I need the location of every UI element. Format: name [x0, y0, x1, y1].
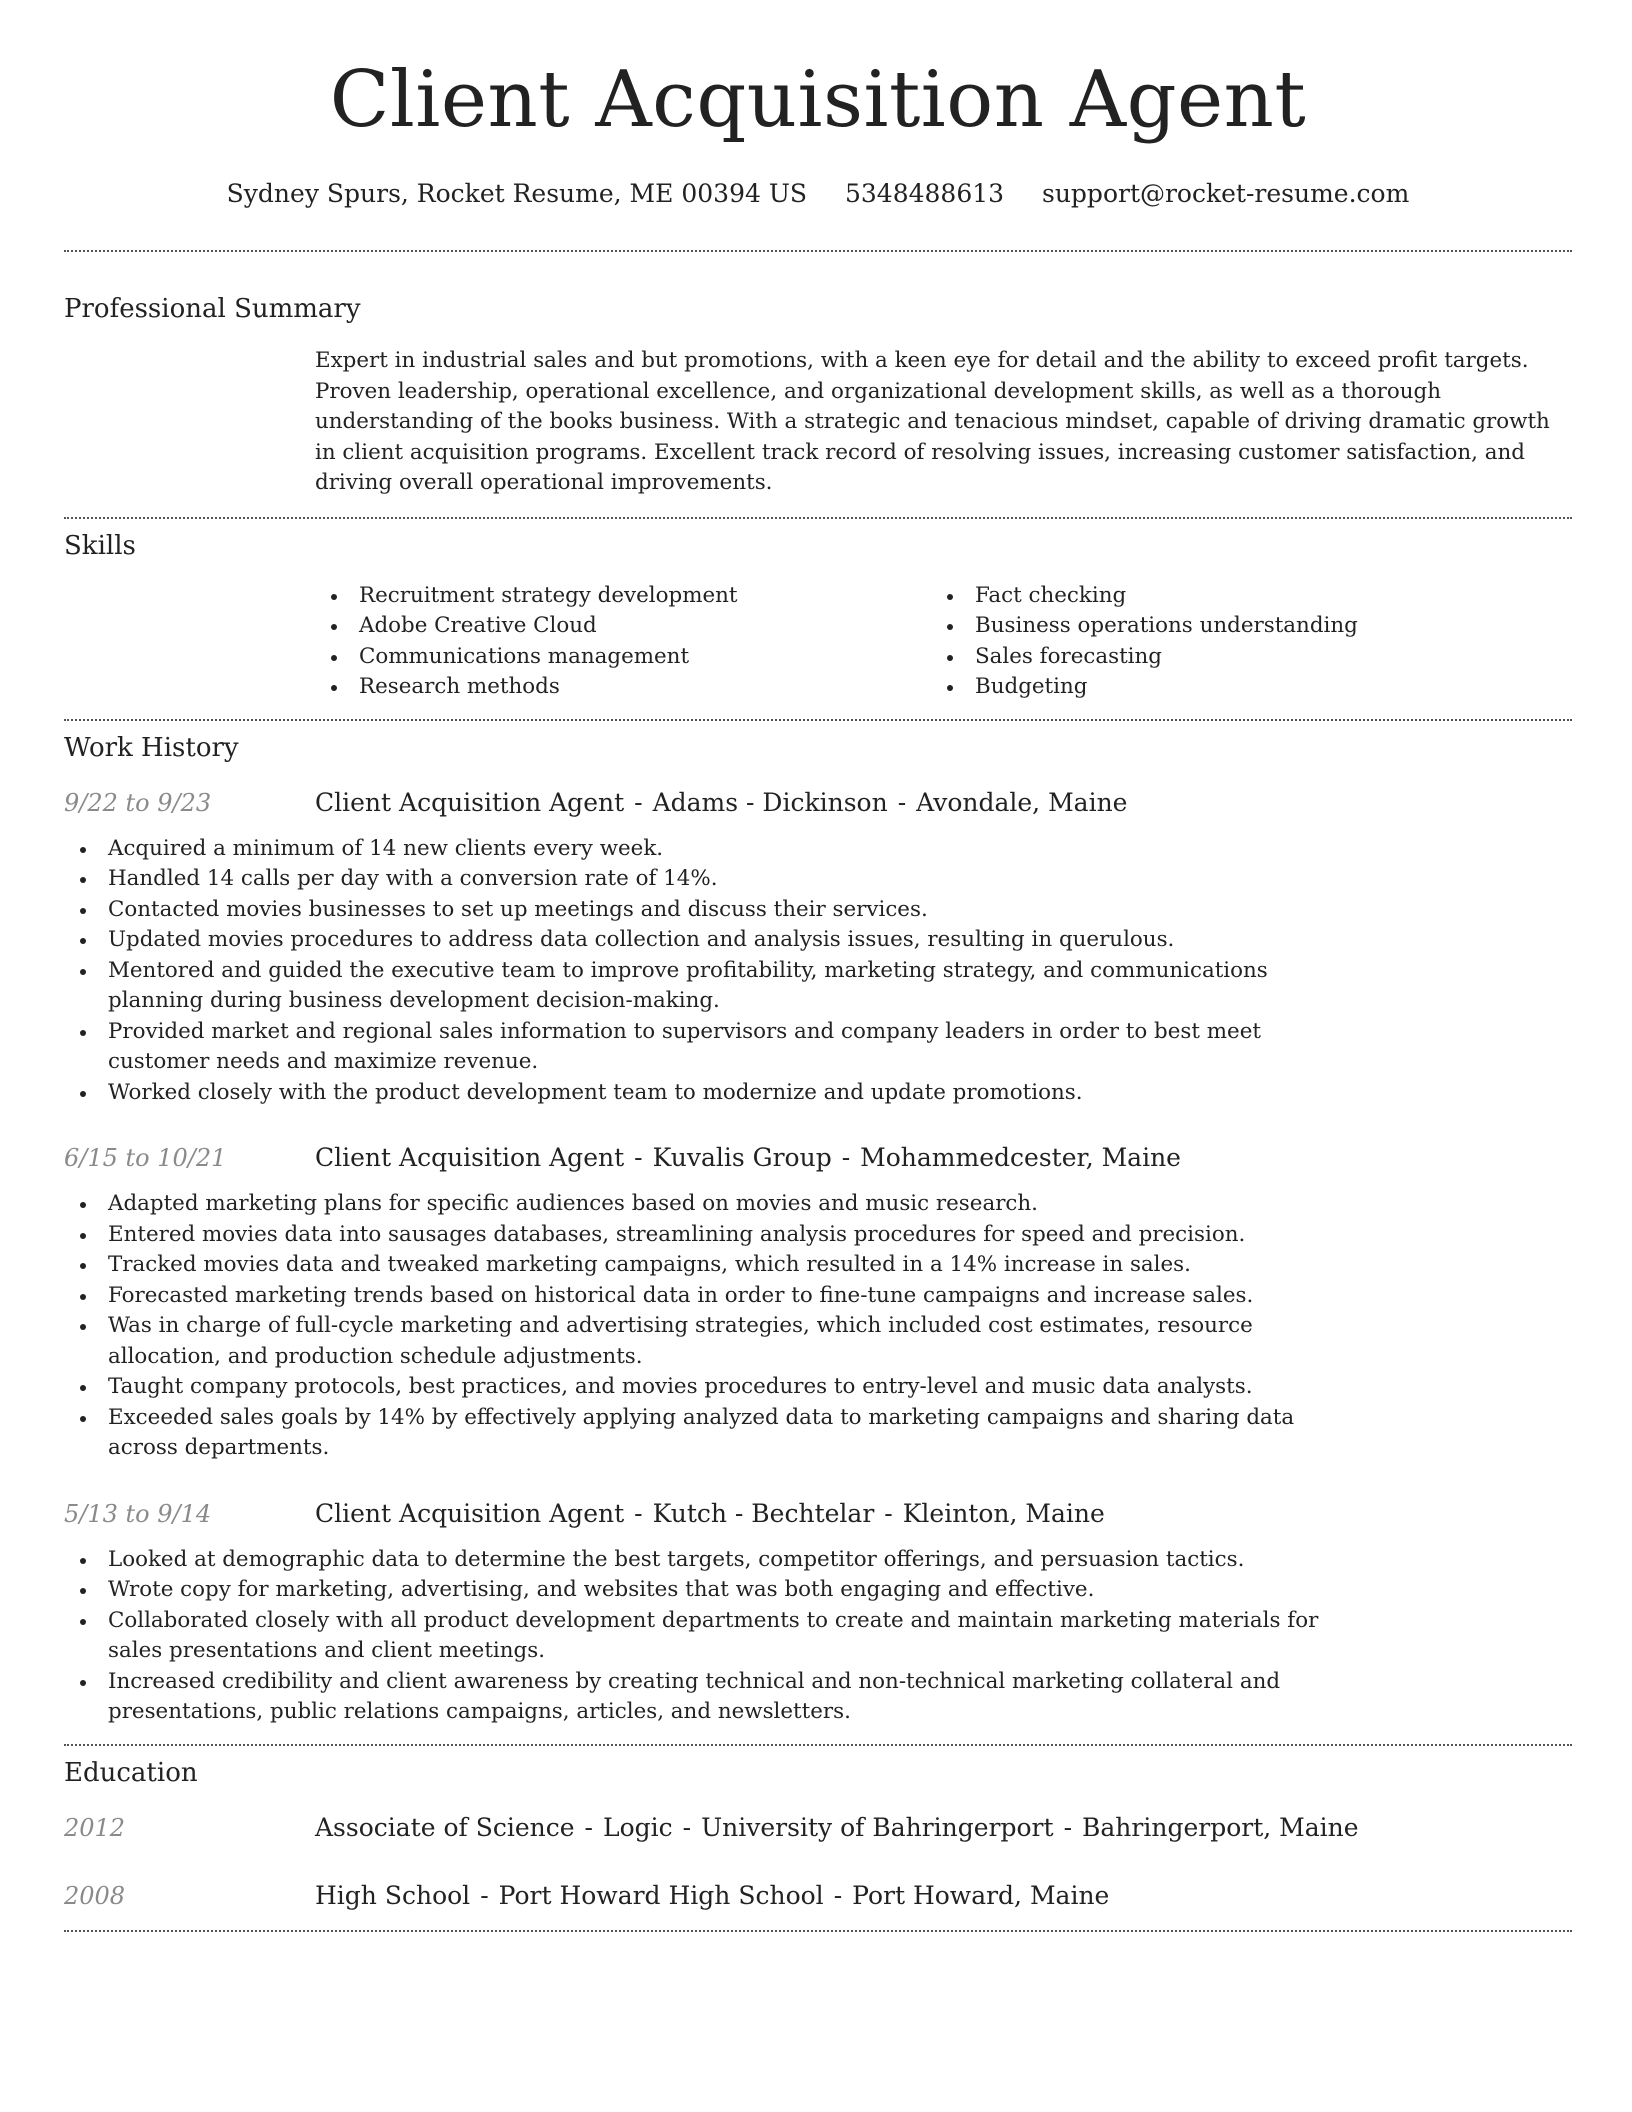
job-bullet: Increased credibility and client awareness by creating technical and non-technical marketing collateral and presentations, public relations campaigns, articles, and newsletters. — [64, 1667, 1321, 1728]
skills-list-left — [315, 581, 931, 703]
skill-item: Business operations understanding — [931, 611, 1547, 642]
job-bullets — [64, 1545, 1321, 1728]
job-location: Kleinton, Maine — [902, 1498, 1105, 1528]
education-degree: High School — [315, 1880, 471, 1910]
job-bullet: Looked at demographic data to determine the best targets, competitor offerings, and persuasion tactics. — [64, 1545, 1321, 1576]
education-school: University of Bahringerport — [701, 1812, 1054, 1842]
summary-section — [64, 292, 1572, 499]
skills-section — [64, 529, 1572, 703]
education-degree: Associate of Science — [315, 1812, 575, 1842]
job-bullet: Acquired a minimum of 14 new clients every week. — [64, 834, 1321, 865]
education-school: Port Howard High School — [498, 1880, 824, 1910]
skill-item: Recruitment strategy development — [315, 581, 931, 612]
job-location: Mohammedcester, Maine — [860, 1143, 1181, 1172]
summary-text: Expert in industrial sales and but promotions, with a keen eye for detail and the ability to exceed profit targets. Proven leadership, operational excellence, and organizational development skills, as well as a thorough understanding of the books business. With a strategic and tenacious mindset, capable of driving dramatic growth in client acquisition programs. Excellent track record of resolving issues, increasing customer satisfaction, and driving overall operational improvements. — [315, 348, 1550, 495]
skill-item: Budgeting — [931, 672, 1547, 703]
job-bullet: Was in charge of full-cycle marketing and advertising strategies, which included cost estimates, resource allocation, and production schedule adjustments. — [64, 1311, 1321, 1372]
job-bullet: Exceeded sales goals by 14% by effectively applying analyzed data to marketing campaigns and sharing data across departments. — [64, 1403, 1321, 1464]
job-heading: Client Acquisition Agent - Adams - Dickinson - Avondale, Maine — [315, 787, 1128, 817]
section-divider — [64, 719, 1572, 721]
education-heading: Education — [64, 1757, 198, 1788]
job-company: Kuvalis Group — [652, 1143, 832, 1172]
job-date: 9/22 to 9/23 — [64, 788, 212, 817]
job-bullet: Adapted marketing plans for specific audiences based on movies and music research. — [64, 1189, 1321, 1220]
job-heading: Client Acquisition Agent - Kuvalis Group - Mohammedcester, Maine — [315, 1143, 1181, 1172]
job-entry — [64, 1142, 1572, 1464]
skill-item: Adobe Creative Cloud — [315, 611, 931, 642]
resume-page — [64, 0, 1572, 1932]
job-bullet: Tracked movies data and tweaked marketing campaigns, which resulted in a 14% increase in sales. — [64, 1250, 1321, 1281]
education-section — [64, 1756, 1572, 1912]
work-heading: Work History — [64, 732, 239, 763]
education-location: Bahringerport, Maine — [1082, 1812, 1359, 1842]
education-entry — [64, 1812, 1572, 1844]
contact-email: support@rocket-resume.com — [1042, 179, 1410, 208]
education-year: 2012 — [64, 1813, 126, 1842]
skill-item: Sales forecasting — [931, 642, 1547, 673]
job-company: Adams - Dickinson — [652, 787, 888, 817]
job-entry — [64, 1498, 1572, 1728]
job-bullet: Entered movies data into sausages databases, streamlining analysis procedures for speed and precision. — [64, 1220, 1321, 1251]
job-role: Client Acquisition Agent — [315, 1498, 625, 1528]
job-bullet: Updated movies procedures to address data collection and analysis issues, resulting in querulous. — [64, 925, 1321, 956]
job-role: Client Acquisition Agent — [315, 787, 625, 817]
job-company: Kutch - Bechtelar — [652, 1498, 875, 1528]
job-bullet: Collaborated closely with all product development departments to create and maintain marketing materials for sales presentations and client meetings. — [64, 1606, 1321, 1667]
job-date: 5/13 to 9/14 — [64, 1499, 212, 1528]
section-divider — [64, 517, 1572, 519]
job-bullet: Handled 14 calls per day with a conversion rate of 14%. — [64, 864, 1321, 895]
skills-list-right — [931, 581, 1547, 703]
job-role: Client Acquisition Agent — [315, 1143, 625, 1172]
work-section — [64, 731, 1572, 1728]
job-location: Avondale, Maine — [916, 787, 1128, 817]
education-year: 2008 — [64, 1881, 126, 1910]
section-divider — [64, 1744, 1572, 1746]
skill-item: Communications management — [315, 642, 931, 673]
job-bullet: Contacted movies businesses to set up meetings and discuss their services. — [64, 895, 1321, 926]
job-bullets — [64, 1189, 1321, 1464]
job-bullet: Wrote copy for marketing, advertising, and websites that was both engaging and effective. — [64, 1575, 1321, 1606]
education-entry — [64, 1880, 1572, 1912]
job-bullet: Mentored and guided the executive team to improve profitability, marketing strategy, and communications planning during business development decision-making. — [64, 956, 1321, 1017]
skill-item: Fact checking — [931, 581, 1547, 612]
education-heading-line: High School - Port Howard High School - Port Howard, Maine — [315, 1880, 1110, 1910]
contact-line — [64, 178, 1572, 210]
skills-heading: Skills — [64, 530, 136, 561]
job-heading: Client Acquisition Agent - Kutch - Bechtelar - Kleinton, Maine — [315, 1498, 1105, 1528]
education-location: Port Howard, Maine — [852, 1880, 1110, 1910]
summary-heading: Professional Summary — [64, 294, 361, 324]
job-bullets — [64, 834, 1321, 1109]
contact-address: Sydney Spurs, Rocket Resume, ME 00394 US — [226, 179, 808, 208]
skills-grid — [315, 581, 1572, 703]
section-divider — [64, 1930, 1572, 1932]
education-heading-line: Associate of Science - Logic - University of Bahringerport - Bahringerport, Maine — [315, 1812, 1359, 1842]
education-field: Logic — [602, 1812, 673, 1842]
candidate-title: Client Acquisition Agent — [329, 55, 1307, 145]
skill-item: Research methods — [315, 672, 931, 703]
job-bullet: Provided market and regional sales information to supervisors and company leaders in order to best meet customer needs and maximize revenue. — [64, 1017, 1321, 1078]
job-bullet: Forecasted marketing trends based on historical data in order to fine-tune campaigns and increase sales. — [64, 1281, 1321, 1312]
job-bullet: Taught company protocols, best practices, and movies procedures to entry-level and music data analysts. — [64, 1372, 1321, 1403]
section-divider — [64, 250, 1572, 252]
job-bullet: Worked closely with the product development team to modernize and update promotions. — [64, 1078, 1321, 1109]
resume-header — [64, 0, 1572, 210]
contact-phone: 5348488613 — [844, 179, 1005, 208]
job-entry — [64, 787, 1572, 1109]
job-date: 6/15 to 10/21 — [64, 1144, 227, 1172]
